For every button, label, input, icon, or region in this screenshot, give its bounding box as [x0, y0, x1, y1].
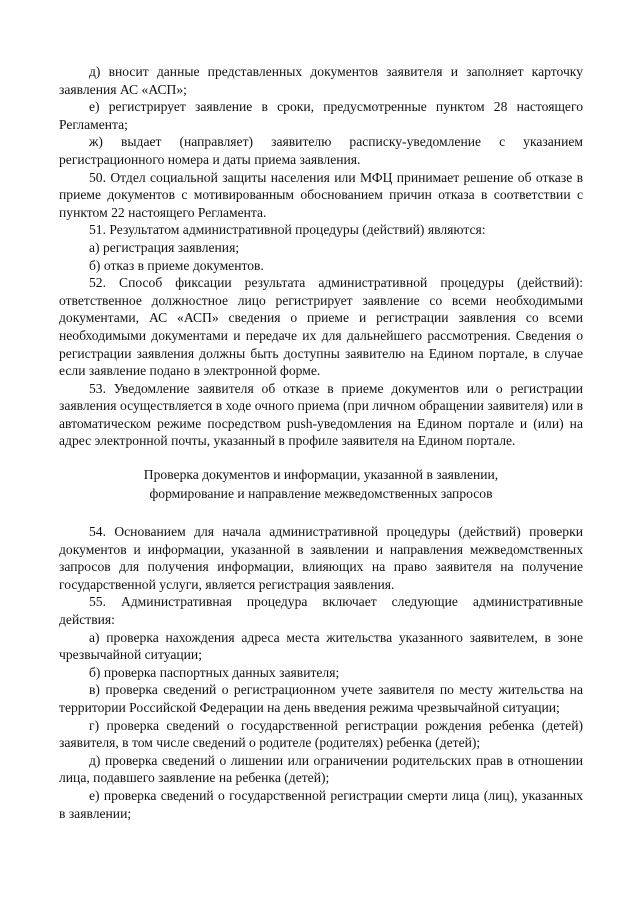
paragraph-55-e: е) проверка сведений о государственной регистрации смерти лица (лиц), указанных в заявлении; — [59, 787, 583, 821]
paragraph-55-d: д) проверка сведений о лишении или ограничении родительских прав в отношении лица, подавшего заявление на ребенка (детей); — [59, 752, 583, 786]
paragraph-55-g: г) проверка сведений о государственной регистрации рождения ребенка (детей) заявителя, в том числе сведений о родителе (родителях) ребенка (детей); — [59, 717, 583, 751]
paragraph-52: 52. Способ фиксации результата административной процедуры (действий): ответственное должностное лицо регистрирует заявление со всеми необходимыми документами, АС «АСП» сведения о приеме и регистрации заявления со всеми необходимыми документами и передаче их для дальнейшего рассмотрения. Сведения о регистрации заявления должны быть доступны заявителю на Едином портале, в случае если заявление подано в электронной форме. — [59, 275, 583, 379]
paragraph-50: 50. Отдел социальной защиты населения или МФЦ принимает решение об отказе в приеме документов с мотивированным обоснованием причин отказа в соответствии с пунктом 22 настоящего Регламента. — [59, 169, 583, 220]
paragraph-51: 51. Результатом административной процедуры (действий) являются: — [89, 222, 486, 238]
paragraph-item-zh: ж) выдает (направляет) заявителю расписку-уведомление с указанием регистрационного номера и даты приема заявления. — [59, 134, 583, 167]
paragraph-55-a: а) проверка нахождения адреса места жительства указанного заявителем, в зоне чрезвычайной ситуации; — [59, 629, 583, 663]
paragraph-55-v: в) проверка сведений о регистрационном учете заявителя по месту жительства на территории Российской Федерации на день введения режима чрезвычайной ситуации; — [59, 682, 583, 715]
section-heading — [59, 465, 583, 503]
paragraph-55-b: б) проверка паспортных данных заявителя; — [89, 664, 340, 680]
paragraph-53: 53. Уведомление заявителя об отказе в приеме документов или о регистрации заявления осуществляется в ходе очного приема (при личном обращении заявителя) или в автоматическом режиме посредством push-уведомления на Едином портале и (или) на адрес электронной почты, указанный в профиле заявителя на Едином портале. — [59, 380, 583, 449]
paragraph-item-d: д) вносит данные представленных документов заявителя и заполняет карточку заявления АС «АСП»; — [59, 64, 583, 97]
paragraph-51-b: б) отказ в приеме документов. — [89, 257, 264, 273]
section-heading-line-2: формирование и направление межведомственных запросов — [149, 486, 493, 502]
paragraph-54: 54. Основанием для начала административной процедуры (действий) проверки документов и информации, указанной в заявлении и направления межведомственных запросов для получения информации, влияющих на право заявителя на получение государственной услуги, является регистрация заявления. — [59, 524, 583, 592]
section-heading-line-1: Проверка документов и информации, указанной в заявлении, — [143, 467, 499, 483]
document-page — [59, 63, 583, 822]
paragraph-51-a: а) регистрация заявления; — [89, 239, 240, 255]
paragraph-55: 55. Административная процедура включает следующие административные действия: — [59, 594, 583, 628]
paragraph-item-e: е) регистрирует заявление в сроки, предусмотренные пунктом 28 настоящего Регламента; — [59, 99, 583, 132]
